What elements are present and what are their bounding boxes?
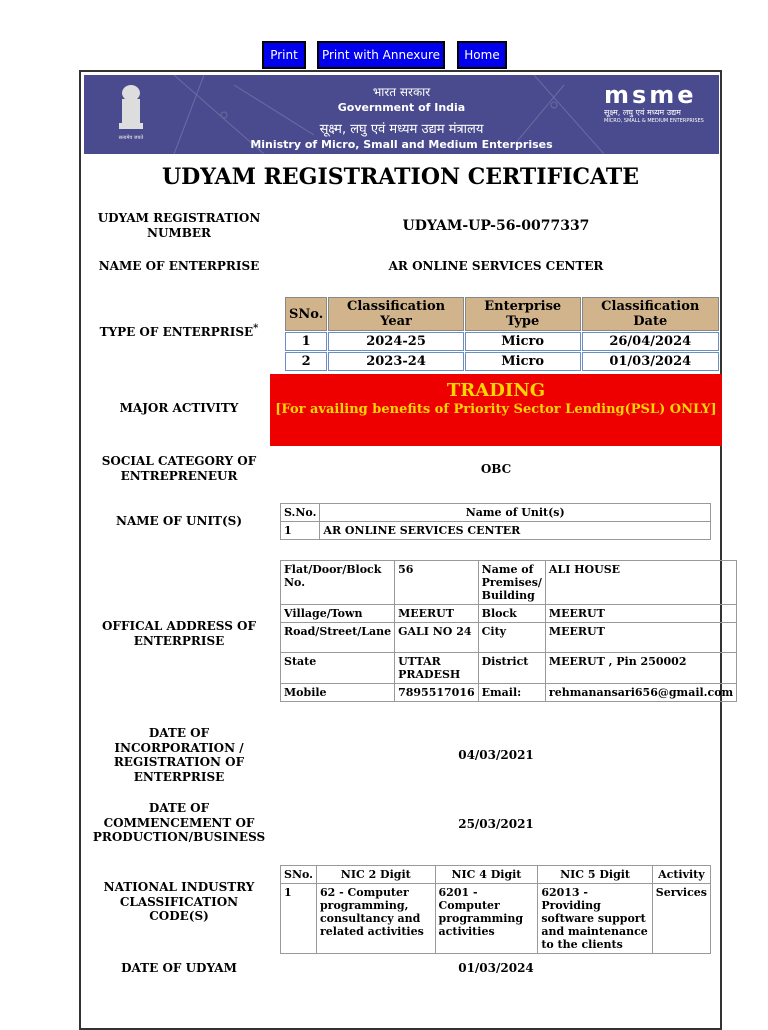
table-cell: Micro: [465, 352, 581, 371]
nic-table: [280, 865, 711, 954]
activity-trading: TRADING: [446, 380, 546, 401]
table-cell: 1: [285, 332, 327, 351]
classification-row: [285, 352, 719, 371]
table-cell: 62 - Computer programming, consultancy and related activities: [316, 884, 435, 954]
units-header: Name of Unit(s): [320, 504, 711, 522]
certificate: [79, 70, 734, 1030]
classification-header: Classification Year: [328, 297, 464, 331]
government-banner: [84, 75, 719, 154]
table-cell: 01/03/2024: [582, 352, 720, 371]
table-cell: 6201 - Computer programming activities: [435, 884, 538, 954]
nic-header: SNo.: [281, 866, 317, 884]
banner-gov-india: Government of India: [337, 101, 466, 114]
banner-hindi-gov: भारत सरकार: [372, 85, 431, 99]
activity-psl-note: [For availing benefits of Priority Sector Lending(PSL) ONLY]: [275, 402, 717, 417]
classification-header: SNo.: [285, 297, 327, 331]
address-label: OFFICAL ADDRESS OF ENTERPRISE: [101, 619, 257, 648]
nic-row: [281, 884, 711, 954]
table-cell: 62013 - Providing software support and maintenance to the clients: [538, 884, 652, 954]
svg-text:सत्यमेव जयते: सत्यमेव जयते: [118, 135, 144, 141]
home-button[interactable]: Home: [457, 41, 507, 69]
enterprise-name-value: AR ONLINE SERVICES CENTER: [388, 259, 604, 273]
classification-table: [284, 296, 720, 372]
reg-number-label: UDYAM REGISTRATION NUMBER: [97, 211, 261, 240]
table-cell: 26/04/2024: [582, 332, 720, 351]
nic-header: NIC 5 Digit: [538, 866, 652, 884]
table-cell: AR ONLINE SERVICES CENTER: [320, 522, 711, 540]
nic-header: Activity: [652, 866, 710, 884]
classification-row: [285, 332, 719, 351]
incorporation-date-value: 04/03/2021: [458, 748, 534, 762]
nic-header: NIC 2 Digit: [316, 866, 435, 884]
social-category-label: SOCIAL CATEGORY OF ENTREPRENEUR: [101, 454, 257, 483]
incorporation-date-label: DATE OF INCORPORATION / REGISTRATION OF ENTERPRISE: [113, 726, 245, 784]
table-cell: 2023-24: [328, 352, 464, 371]
unit-row: [281, 522, 711, 540]
table-cell: Micro: [465, 332, 581, 351]
print-with-annexure-button[interactable]: Print with Annexure: [317, 41, 445, 69]
commencement-date-value: 25/03/2021: [458, 817, 534, 831]
msme-logo: msme सूक्ष्म, लघु एवं मध्यम उद्यम MICRO, SMALL & MEDIUM ENTERPRISES: [604, 81, 704, 124]
units-header: S.No.: [281, 504, 320, 522]
table-cell: 1: [281, 522, 320, 540]
certificate-title: UDYAM REGISTRATION CERTIFICATE: [161, 164, 640, 190]
classification-header: Classification Date: [582, 297, 720, 331]
table-cell: 2024-25: [328, 332, 464, 351]
enterprise-type-label: TYPE OF ENTERPRISE*: [99, 323, 259, 339]
major-activity-box: [270, 374, 722, 446]
unit-names-label: NAME OF UNIT(S): [115, 514, 243, 528]
banner-ministry: Ministry of Micro, Small and Medium Enterprises: [250, 138, 553, 151]
classification-header: Enterprise Type: [465, 297, 581, 331]
major-activity-label: MAJOR ACTIVITY: [119, 401, 239, 415]
enterprise-name-label: NAME OF ENTERPRISE: [98, 259, 260, 273]
banner-hindi-ministry: सूक्ष्म, लघु एवं मध्यम उद्यम मंत्रालय: [319, 122, 484, 137]
udyam-date-label: DATE OF UDYAM: [121, 961, 237, 975]
print-button[interactable]: Print: [262, 41, 306, 69]
social-category-value: OBC: [480, 462, 512, 476]
table-cell: Services: [652, 884, 710, 954]
commencement-date-label: DATE OF COMMENCEMENT OF PRODUCTION/BUSINESS: [92, 801, 266, 844]
table-cell: 1: [281, 884, 317, 954]
nic-header: NIC 4 Digit: [435, 866, 538, 884]
reg-number-value: UDYAM-UP-56-0077337: [402, 218, 590, 234]
nic-codes-label: NATIONAL INDUSTRY CLASSIFICATION CODE(S): [103, 880, 255, 923]
units-table: [280, 503, 711, 540]
address-table: Flat/Door/Block No. 56 Name of Premises/ Building ALI HOUSE Village/Town MEERUT Block MEERUT Road/Street/Lane GALI NO 24 City MEERUT State UTTAR PRADESH District MEERUT , Pin 250002 Mobile 7895517016 Email: rehmanansari656@gmail.com: [280, 560, 737, 702]
udyam-date-value: 01/03/2024: [458, 961, 534, 975]
table-cell: 2: [285, 352, 327, 371]
